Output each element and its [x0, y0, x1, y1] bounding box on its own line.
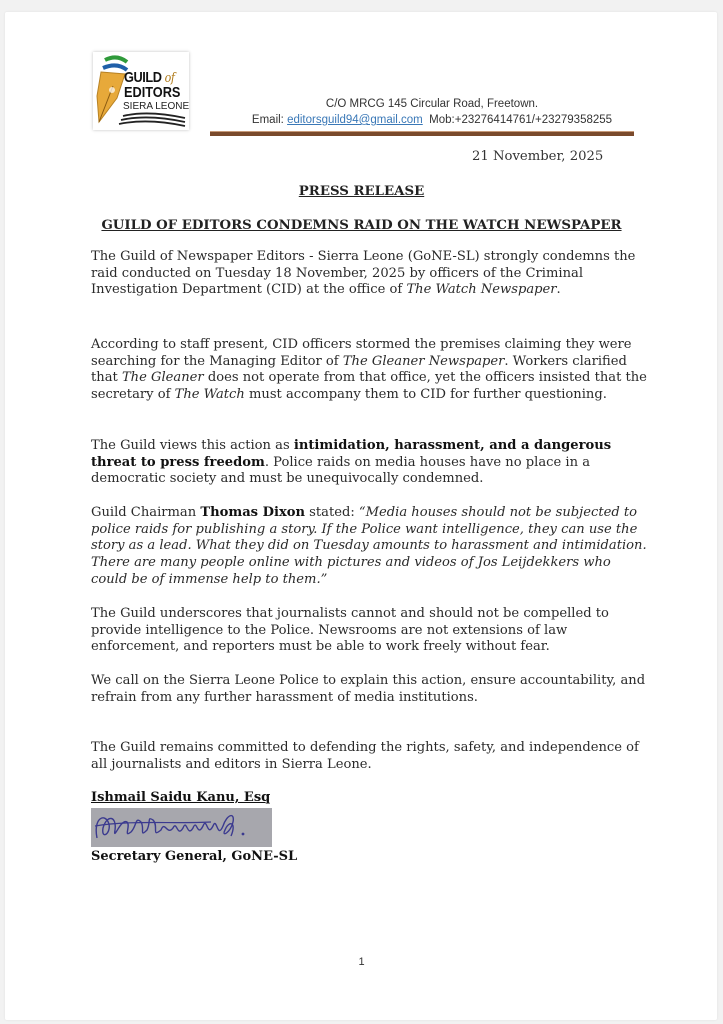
handwritten-signature — [91, 808, 272, 847]
paragraph-2: According to staff present, CID officers stormed the premises claiming they were searching for the Managing Editor of The Gleaner Newspaper. Workers clarified that The Gleaner does not operate from that office, yet the officers insisted that the secretary of The Watch must accompany them to CID for further questioning. — [91, 337, 647, 403]
release-date: 21 November, 2025 — [472, 149, 604, 164]
contact-line — [232, 112, 632, 128]
email-label: Email: — [251, 114, 288, 126]
email-link[interactable]: editorsguild94@gmail.com — [287, 114, 423, 126]
logo-line-editors: EDITORS — [124, 84, 181, 101]
signature-scribble-icon — [91, 808, 272, 847]
logo-line-guild: GUILD of — [124, 69, 175, 86]
guild-logo — [93, 52, 189, 130]
address-line: C/O MRCG 145 Circular Road, Freetown. — [325, 98, 539, 110]
signatory-name: Ishmail Saidu Kanu, Esq — [91, 790, 271, 805]
logo-line-country: SIERA LEONE — [123, 101, 190, 112]
letterhead-address-block — [232, 96, 632, 128]
letterhead-divider — [210, 132, 634, 136]
paragraph-1: The Guild of Newspaper Editors - Sierra Leone (GoNE-SL) strongly condemns the raid conducted on Tuesday 18 November, 2025 by officers of the Criminal Investigation Department (CID) at the office of The Watch Newspaper. — [91, 249, 636, 298]
paragraph-7: The Guild remains committed to defending the rights, safety, and independence of all journalists and editors in Sierra Leone. — [91, 740, 639, 772]
chairman-quote: “Media houses should not be subjected to police raids for publishing a story. If the Police want intelligence, they can use the story as a lead. What they did on Tuesday amounts to harassment and intimidation. There are many people online with pictures and videos of Jos Leijdekkers who could be of immense help to them.” — [91, 505, 647, 587]
page-number: 1 — [358, 956, 365, 968]
chairman-name: Thomas Dixon — [200, 505, 305, 520]
newspaper-name: The Watch Newspaper — [406, 282, 557, 298]
signatory-title: Secretary General, GoNE-SL — [91, 849, 298, 864]
paragraph-3: The Guild views this action as intimidation, harassment, and a dangerous threat to press freedom. Police raids on media houses have no place in a democratic society and must be unequivocally condemned. — [91, 438, 612, 487]
press-release-title: GUILD OF EDITORS CONDEMNS RAID ON THE WATCH NEWSPAPER — [101, 218, 622, 233]
press-release-heading: PRESS RELEASE — [298, 184, 425, 199]
paragraph-4-quote: Guild Chairman Thomas Dixon stated: “Media houses should not be subjected to police raids for publishing a story. If the Police want intelligence, they can use the story as a lead. What they did on Tuesday amounts to harassment and intimidation. There are many people online with pictures and videos of Jos Leijdekkers who could be of immense help to them.” — [91, 505, 647, 587]
paragraph-5: The Guild underscores that journalists cannot and should not be compelled to provide intelligence to the Police. Newsrooms are not extensions of law enforcement, and reporters must be able to work freely without fear. — [91, 606, 609, 655]
mobile-numbers: Mob:+23276414761/+23279358255 — [429, 114, 613, 126]
paragraph-6: We call on the Sierra Leone Police to explain this action, ensure accountability, and refrain from any further harassment of media institutions. — [91, 673, 646, 705]
